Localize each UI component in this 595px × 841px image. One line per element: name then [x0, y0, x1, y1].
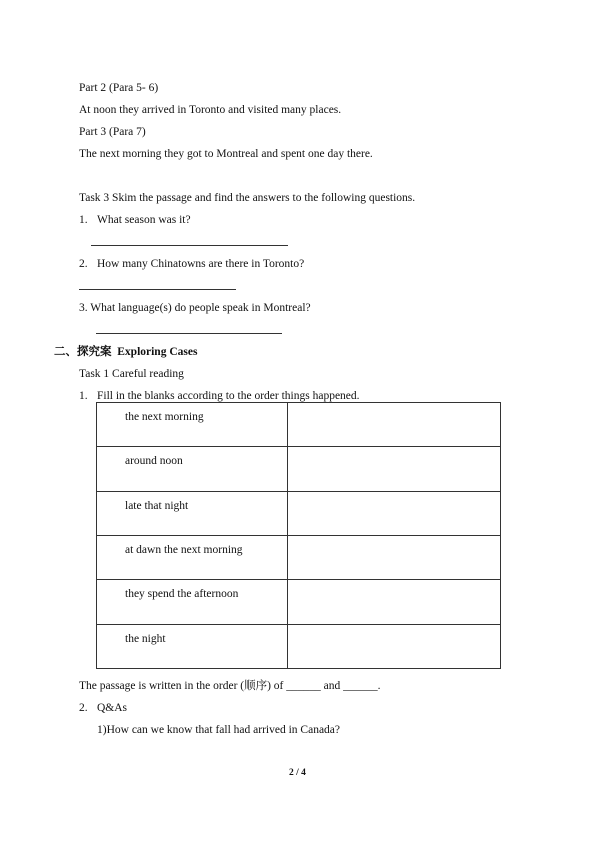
section-title-cn: 探究案 [77, 346, 112, 358]
answer-cell[interactable] [288, 403, 501, 447]
task1-heading: Task 1 Careful reading [79, 368, 184, 380]
time-cue-cell: at dawn the next morning [97, 535, 288, 579]
part2-text: At noon they arrived in Toronto and visited many places. [79, 104, 342, 116]
table-row [97, 580, 501, 624]
question-1: What season was it? [97, 214, 191, 226]
time-cue-cell: the night [97, 624, 288, 668]
time-cue-cell: around noon [97, 447, 288, 491]
time-cue-cell: the next morning [97, 403, 288, 447]
table-row [97, 403, 501, 447]
answer-cell[interactable] [288, 447, 501, 491]
question-2-number: 2. [79, 258, 88, 270]
question-1-number: 1. [79, 214, 88, 226]
task3-heading: Task 3 Skim the passage and find the answers to the following questions. [79, 192, 416, 204]
answer-cell[interactable] [288, 491, 501, 535]
answer-cell[interactable] [288, 580, 501, 624]
item-1-number: 1. [79, 390, 88, 402]
answer-cell[interactable] [288, 535, 501, 579]
sub-question-1: 1)How can we know that fall had arrived in Canada? [97, 724, 341, 736]
table-row [97, 535, 501, 579]
answer-line-1[interactable] [91, 245, 288, 246]
part3-text: The next morning they got to Montreal and spent one day there. [79, 148, 373, 160]
question-3: 3. What language(s) do people speak in Montreal? [79, 302, 311, 314]
time-cue-cell: they spend the afternoon [97, 580, 288, 624]
item-2-number: 2. [79, 702, 88, 714]
part3-label: Part 3 (Para 7) [79, 126, 146, 138]
section-number: 二、 [54, 346, 77, 358]
table-row [97, 447, 501, 491]
section-heading [54, 345, 197, 359]
answer-line-2[interactable] [79, 289, 236, 290]
part2-label: Part 2 (Para 5- 6) [79, 82, 159, 94]
page-number: 2 / 4 [289, 768, 306, 778]
answer-line-3[interactable] [96, 333, 282, 334]
question-2: How many Chinatowns are there in Toronto? [97, 258, 305, 270]
item-2-title: Q&As [97, 702, 128, 714]
item-1-instruction: Fill in the blanks according to the order things happened. [97, 390, 360, 402]
table-row [97, 491, 501, 535]
table-row [97, 624, 501, 668]
order-sentence: The passage is written in the order (顺序) of ______ and ______. [79, 680, 381, 692]
fill-in-table [96, 402, 501, 669]
section-title-en: Exploring Cases [117, 346, 198, 358]
answer-cell[interactable] [288, 624, 501, 668]
time-cue-cell: late that night [97, 491, 288, 535]
